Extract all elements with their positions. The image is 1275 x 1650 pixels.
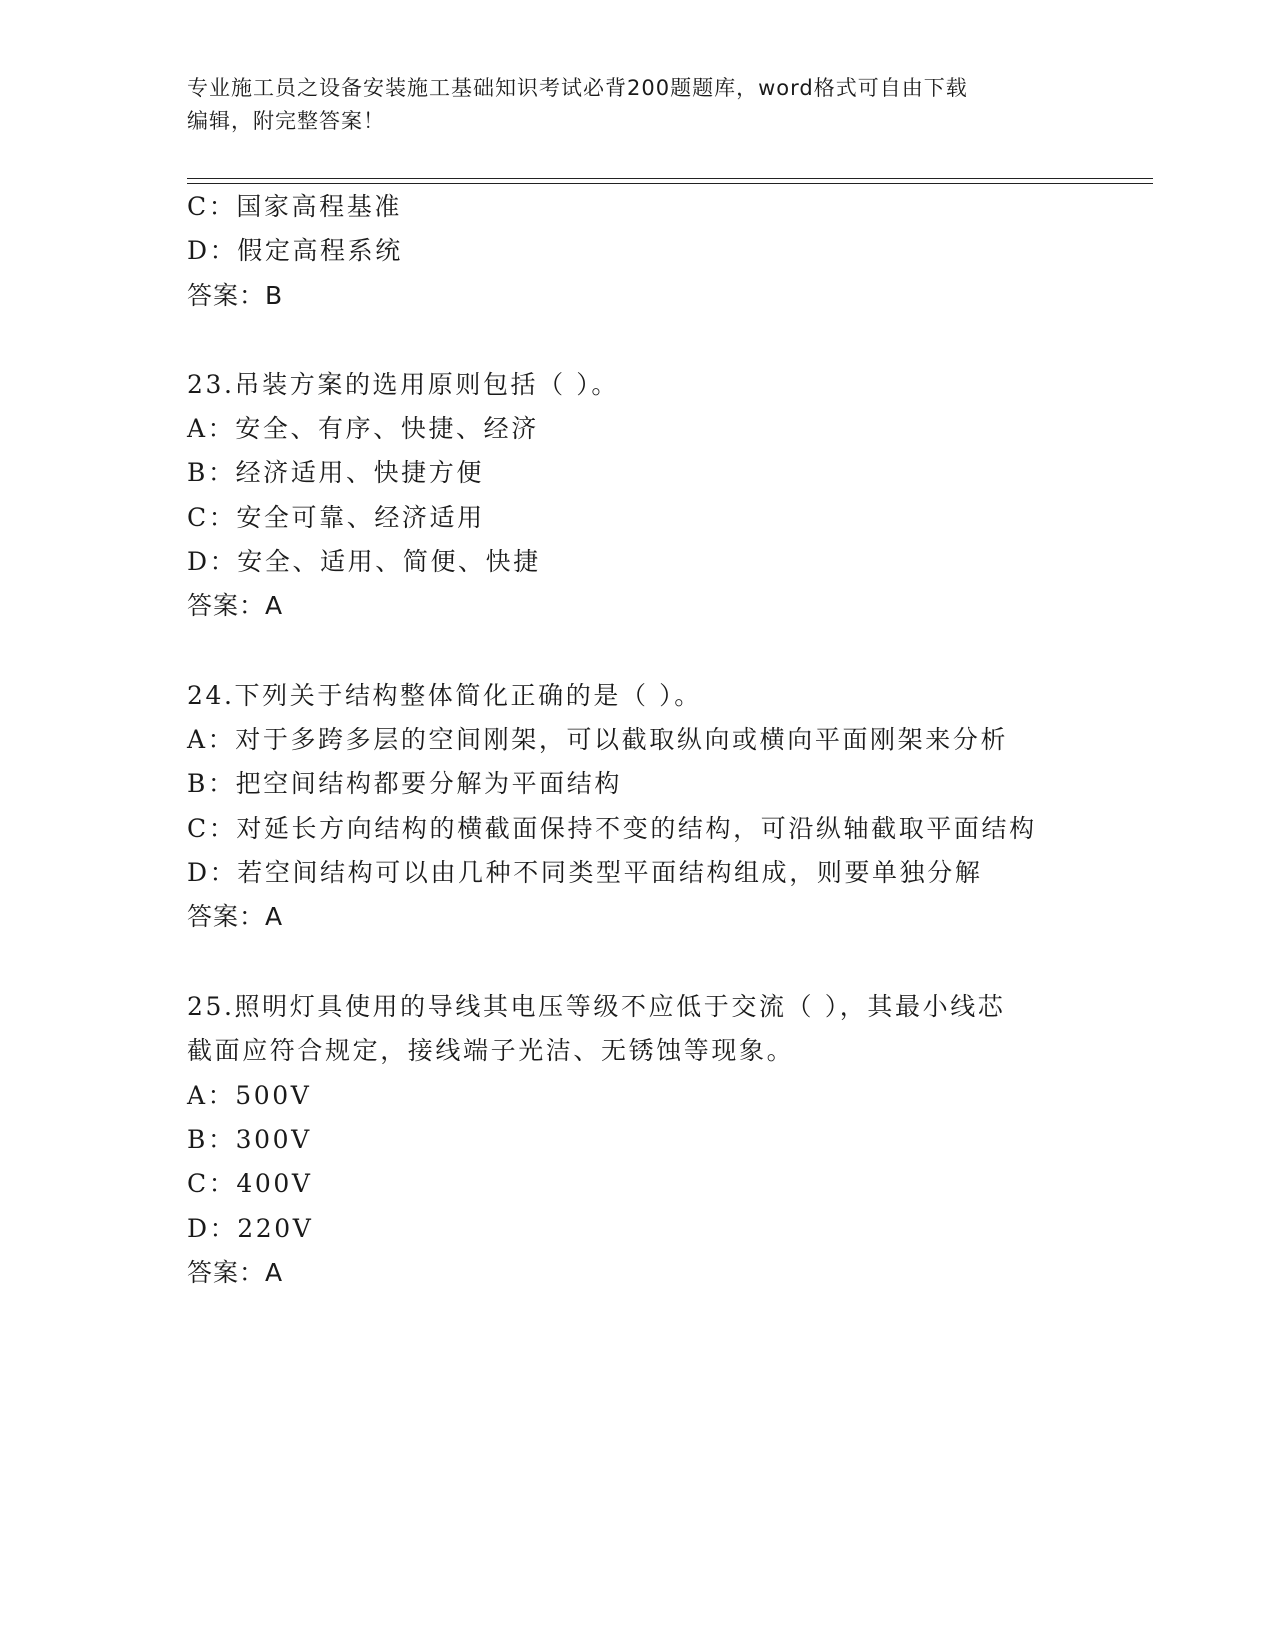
answer: 答案：B [187, 281, 284, 310]
question-25-option-a: A：500V [187, 1081, 312, 1110]
header-divider-top [187, 178, 1153, 179]
option-c: C：国家高程基准 [187, 192, 402, 221]
question-24-answer: 答案：A [187, 902, 284, 931]
question-25-option-d: D：220V [187, 1214, 314, 1243]
question-23-option-d: D：安全、适用、简便、快捷 [187, 547, 541, 576]
question-23-answer: 答案：A [187, 591, 284, 620]
question-23-option-c: C：安全可靠、经济适用 [187, 503, 485, 532]
question-25-answer: 答案：A [187, 1258, 284, 1287]
option-d: D：假定高程系统 [187, 236, 403, 265]
header-line-1: 专业施工员之设备安装施工基础知识考试必背200题题库，word格式可自由下载 [187, 76, 968, 100]
question-23-stem: 23.吊装方案的选用原则包括（ ）。 [187, 370, 620, 399]
document-header [187, 72, 1067, 138]
question-24-option-d: D：若空间结构可以由几种不同类型平面结构组成，则要单独分解 [187, 858, 983, 887]
question-24-stem: 24.下列关于结构整体简化正确的是（ ）。 [187, 681, 702, 710]
question-25-option-b: B：300V [187, 1125, 312, 1154]
question-24-option-a: A：对于多跨多层的空间刚架，可以截取纵向或横向平面刚架来分析 [187, 725, 1009, 754]
question-23-option-a: A：安全、有序、快捷、经济 [187, 414, 539, 443]
question-24-option-b: B：把空间结构都要分解为平面结构 [187, 769, 622, 798]
question-25-stem-line-1: 25.照明灯具使用的导线其电压等级不应低于交流（ ），其最小线芯 [187, 992, 1006, 1021]
header-divider-bottom [187, 183, 1153, 184]
question-23-option-b: B：经济适用、快捷方便 [187, 458, 484, 487]
header-line-2: 编辑，附完整答案！ [187, 109, 385, 133]
question-25-stem-line-2: 截面应符合规定，接线端子光洁、无锈蚀等现象。 [187, 1036, 795, 1065]
question-25-option-c: C：400V [187, 1169, 313, 1198]
question-24-option-c: C：对延长方向结构的横截面保持不变的结构，可沿纵轴截取平面结构 [187, 814, 1037, 843]
